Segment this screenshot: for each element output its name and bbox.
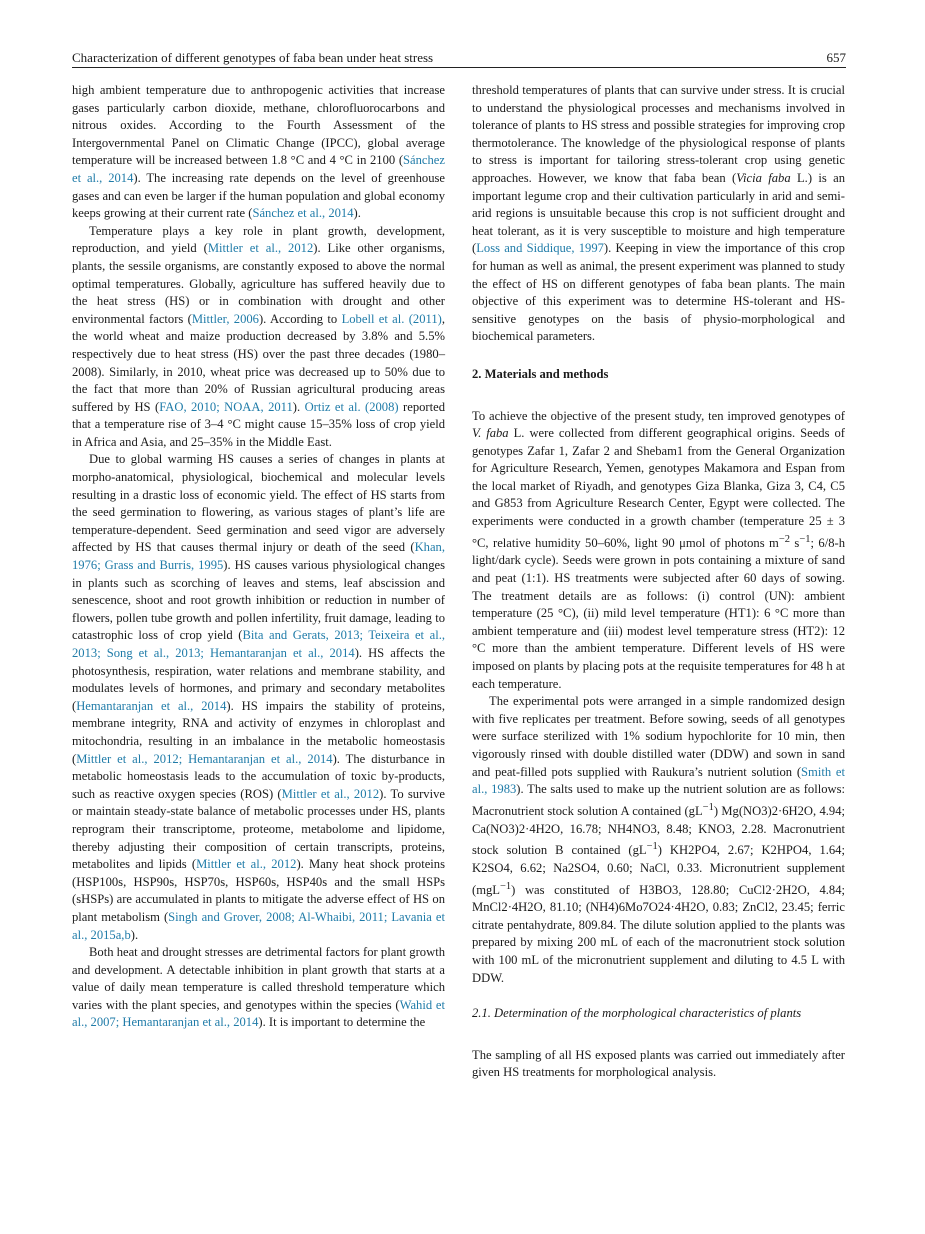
paragraph [72, 82, 445, 223]
citation-link[interactable]: FAO, 2010; NOAA, 2011 [159, 399, 293, 414]
text: The experimental pots were arranged in a simple randomized design with five replicates per treatment. Before sowing, seeds of all genotypes were surface sterilized with 1% sodium hypochlorite for 10 min, then vigorously rinsed with double distilled water (DDW) and sown in sand and peat-filled pots supplied with Raukura’s nutrient solution ( [472, 694, 845, 779]
text: ). The salts used to make up the nutrient solution are as follows: Macronutrient stock solution A contained (gL [472, 782, 845, 818]
paragraph [72, 451, 445, 944]
running-title: Characterization of different genotypes of faba bean under heat stress [72, 50, 434, 65]
citation-link[interactable]: Sánchez et al., 2014 [252, 206, 354, 221]
citation-link[interactable]: Wahid et al., 2007; Hemantaranjan et al., 2014 [72, 997, 445, 1030]
text: ). According to [258, 311, 342, 326]
text: ) KH2PO4, 2.67; K2HPO4, 1.64; K2SO4, 6.62; Na2SO4, 0.60; NaCl, 0.33. Micronutrient supplement (mgL [472, 843, 845, 897]
citation-link[interactable]: Lobell et al. (2011) [341, 311, 442, 326]
paragraph [72, 944, 445, 1032]
superscript: −1 [646, 841, 658, 853]
text: threshold temperatures of plants that can survive under stress. It is crucial to understand the physiological processes and mechanisms involved in tolerance of plants to HS stress and possible strategies for improving crop thermotolerance. The knowledge of the physiological response of plants to stress is important for tailoring stress-tolerant crop using genetic approaches. However, we know that faba bean ( [472, 83, 845, 185]
right-column [472, 82, 845, 1082]
text: ) was constituted of H3BO3, 128.80; CuCl2·2H2O, 4.84; MnCl2·4H2O, 81.10; (NH4)6Mo7O24·4H2O, 0.83; ZnCl2, 23.45; ferric citrate pentahydrate, 809.84. The dilute solution applied to the plants was prepared by mixing 200 mL of each of the macronutrient stock solution with 100 mL of the micronutrient supplement and diluting to 4.5 L with DDW. [472, 882, 845, 985]
text: ). The disturbance in metabolic homeostasis leads to the accumulation of toxic by-products, such as reactive oxygen species (ROS) ( [72, 751, 445, 801]
subsection-heading: 2.1. Determination of the morphological characteristics of plants [472, 1006, 802, 1021]
text: L.) is an important legume crop and their cultivation particularly in arid and semi-arid regions is unsuitable because this crop is not sufficient drought and heat tolerant, as it is very susceptible to moisture and high temperature ( [472, 170, 845, 256]
text: high ambient temperature due to anthropogenic activities that increase gases particularly carbon dioxide, methane, chlorofluorocarbons and nitrous oxides. According to the Fourth Assessment of the Intergovernmental Panel on Climatic Change (IPCC), global average temperature will be increased between 1.8 °C and 4 °C in 2100 ( [72, 83, 445, 168]
citation-link[interactable]: Smith et al., 1983 [472, 764, 845, 797]
text: ). It is important to determine the [258, 1015, 426, 1030]
text: ; 6/8-h light/dark cycle). Seeds were grown in pots containing a mixture of sand and peat (1:1). HS treatments were subjected after 60 days of sowing. The treatment details are as follows: (i) control (UN): ambient temperature (25 °C), (ii) mild level temperature (HT1): 6 °C more than ambient temperature and (iii) modest level temperature stress (HT2): 12 °C more than the ambient temperature. Different levels of HS were imposed on plants by placing pots at the requisite temperatures for 48 h at each temperature. [472, 535, 845, 691]
citation-link[interactable]: Mittler, 2006 [191, 311, 259, 326]
citation-link[interactable]: Sánchez et al., 2014 [72, 153, 445, 185]
superscript: −2 [778, 533, 791, 545]
text: s [790, 535, 800, 550]
superscript: −1 [702, 801, 714, 813]
citation-link[interactable]: Mittler et al., 2012 [207, 241, 314, 256]
page-number: 657 [826, 50, 846, 65]
text: To achieve the objective of the present study, ten improved genotypes of [472, 408, 845, 423]
paragraph: The sampling of all HS exposed plants was carried out immediately after given HS treatments for morphological analysis. [472, 1047, 845, 1080]
text: ). The increasing rate depends on the level of greenhouse gases and can even be larger if the human population and global economy keeps growing at their current rate ( [72, 170, 445, 221]
text: ). Keeping in view the importance of this crop for human as well as animal, the present experiment was planned to study the effect of HS on different genotypes of faba bean plants. The main objective of this experiment was to determine HS-tolerant and HS-sensitive genotypes on the basis of physio-morphological and biochemical parameters. [472, 241, 845, 344]
header-rule [72, 67, 846, 68]
text: ). [353, 206, 361, 221]
text: ). [130, 927, 139, 942]
text: ). To survive or maintain steady-state balance of metabolic processes under HS, plants reprogram their transcriptome, proteome, metabolome and lipidome, thereby adjusting their composition of certain transcripts, proteins, metabolites and lipids ( [72, 786, 445, 872]
text: reported that a temperature rise of 3–4 °C might cause 15–35% loss of crop yield in Africa and Asia, and 25–35% in the Middle East. [72, 399, 445, 449]
citation-link[interactable]: Loss and Siddique, 1997 [476, 241, 604, 256]
citation-link[interactable]: Singh and Grover, 2008; Al-Whaibi, 2011; Lavania et al., 2015a,b [72, 909, 445, 942]
citation-link[interactable]: Hemantaranjan et al., 2014 [76, 698, 227, 713]
text: ). Like other organisms, plants, the sessile organisms, are constantly exposed to above the normal optimal temperatures. Globally, agriculture has suffered heavily due to the heat stress (HS) or in combination with drought and other environmental factors ( [72, 241, 446, 326]
superscript: −1 [499, 880, 512, 892]
text: Due to global warming HS causes a series of changes in plants at morpho-anatomical, physiological, biochemical and molecular levels resulting in a drastic loss of economic yield. The effect of HS starts from the seed germination to flowering, as various stages of plant’s life are temperature-dependent. Seed germination and seed vigor are adversely affected by HS that causes thermal injury or death of the seed ( [72, 452, 445, 555]
text: ). Many heat shock proteins (HSP100s, HSP90s, HSP70s, HSP60s, HSP40s and the small HSPs (sHSPs) are accumulated in plants to mitigate the adverse effect of HS on plant metabolism ( [72, 857, 445, 924]
citation-link[interactable]: Khan, 1976; Grass and Burris, 1995 [72, 540, 445, 573]
text: Both heat and drought stresses are detrimental factors for plant growth and development. A detectable inhibition in plant growth that starts at a value of daily mean temperature is called threshold temperature which varies with the plant species, and genotypes within the species ( [72, 945, 445, 1012]
paragraph [472, 82, 845, 346]
section-heading: 2. Materials and methods [472, 366, 609, 381]
superscript: −1 [799, 533, 811, 545]
left-column [72, 82, 445, 1032]
text: Temperature plays a key role in plant growth, development, reproduction, and yield ( [72, 223, 445, 256]
citation-link[interactable]: Mittler et al., 2012 [281, 786, 380, 801]
paragraph [472, 693, 845, 987]
text: ). [292, 399, 305, 414]
text: L. were collected from different geographical origins. Seeds of genotypes Zafar 1, Zafar 2 and Shebam1 from the General Organization for Agriculture Research, Yemen, genotypes Makamora and Espan from the local market of Riyadh, and genotypes Giza Blanka, Giza 3, C4, C5 and G853 from Agriculture Research Center, Egypt were collected. The experiments were conducted in a growth chamber (temperature 25 ± 3 °C, relative humidity 50–60%, light 90 μmol of photons m [472, 426, 845, 550]
citation-link[interactable]: Mittler et al., 2012 [196, 857, 297, 872]
species-name: V. faba [472, 426, 509, 441]
paragraph [72, 223, 445, 452]
text: , the world wheat and maize production decreased by 3.8% and 5.5% respectively due to heat stress (HS) over the past three decades (1980–2008). Similarly, in 2010, wheat price was decreased up to 50% due to the fact that more than 20% of Russian agricultural producing areas suffered by HS ( [72, 311, 445, 414]
text: ) Mg(NO3)2·6H2O, 4.94; Ca(NO3)2·4H2O, 16.78; NH4NO3, 8.48; KNO3, 2.28. Macronutrient stock solution B contained (gL [472, 803, 845, 858]
citation-link[interactable]: Bita and Gerats, 2013; Teixeira et al., 2013; Song et al., 2013; Hemantaranjan et al., 2014 [72, 628, 445, 660]
text: ). HS causes various physiological changes in plants such as scorching of leaves and stems, leaf abscission and senescence, shoot and root growth inhibition or reduction in number of flowers, pollen tube growth and pollen infertility, fruit damage, leading to catastrophic loss of crop yield ( [72, 558, 445, 643]
citation-link[interactable]: Ortiz et al. (2008) [304, 399, 399, 414]
species-name: Vicia faba [736, 170, 791, 185]
citation-link[interactable]: Mittler et al., 2012; Hemantaranjan et al., 2014 [76, 751, 333, 766]
paragraph [472, 408, 845, 694]
text: ). HS affects the photosynthesis, respiration, water relations and membrane stability, and modulates levels of hormones, and primary and secondary metabolites ( [72, 646, 445, 713]
text: ). HS impairs the stability of proteins, membrane integrity, RNA and activity of enzymes in chloroplast and mitochondria, resulting in an imbalance in the metabolic homeostasis ( [72, 698, 445, 766]
